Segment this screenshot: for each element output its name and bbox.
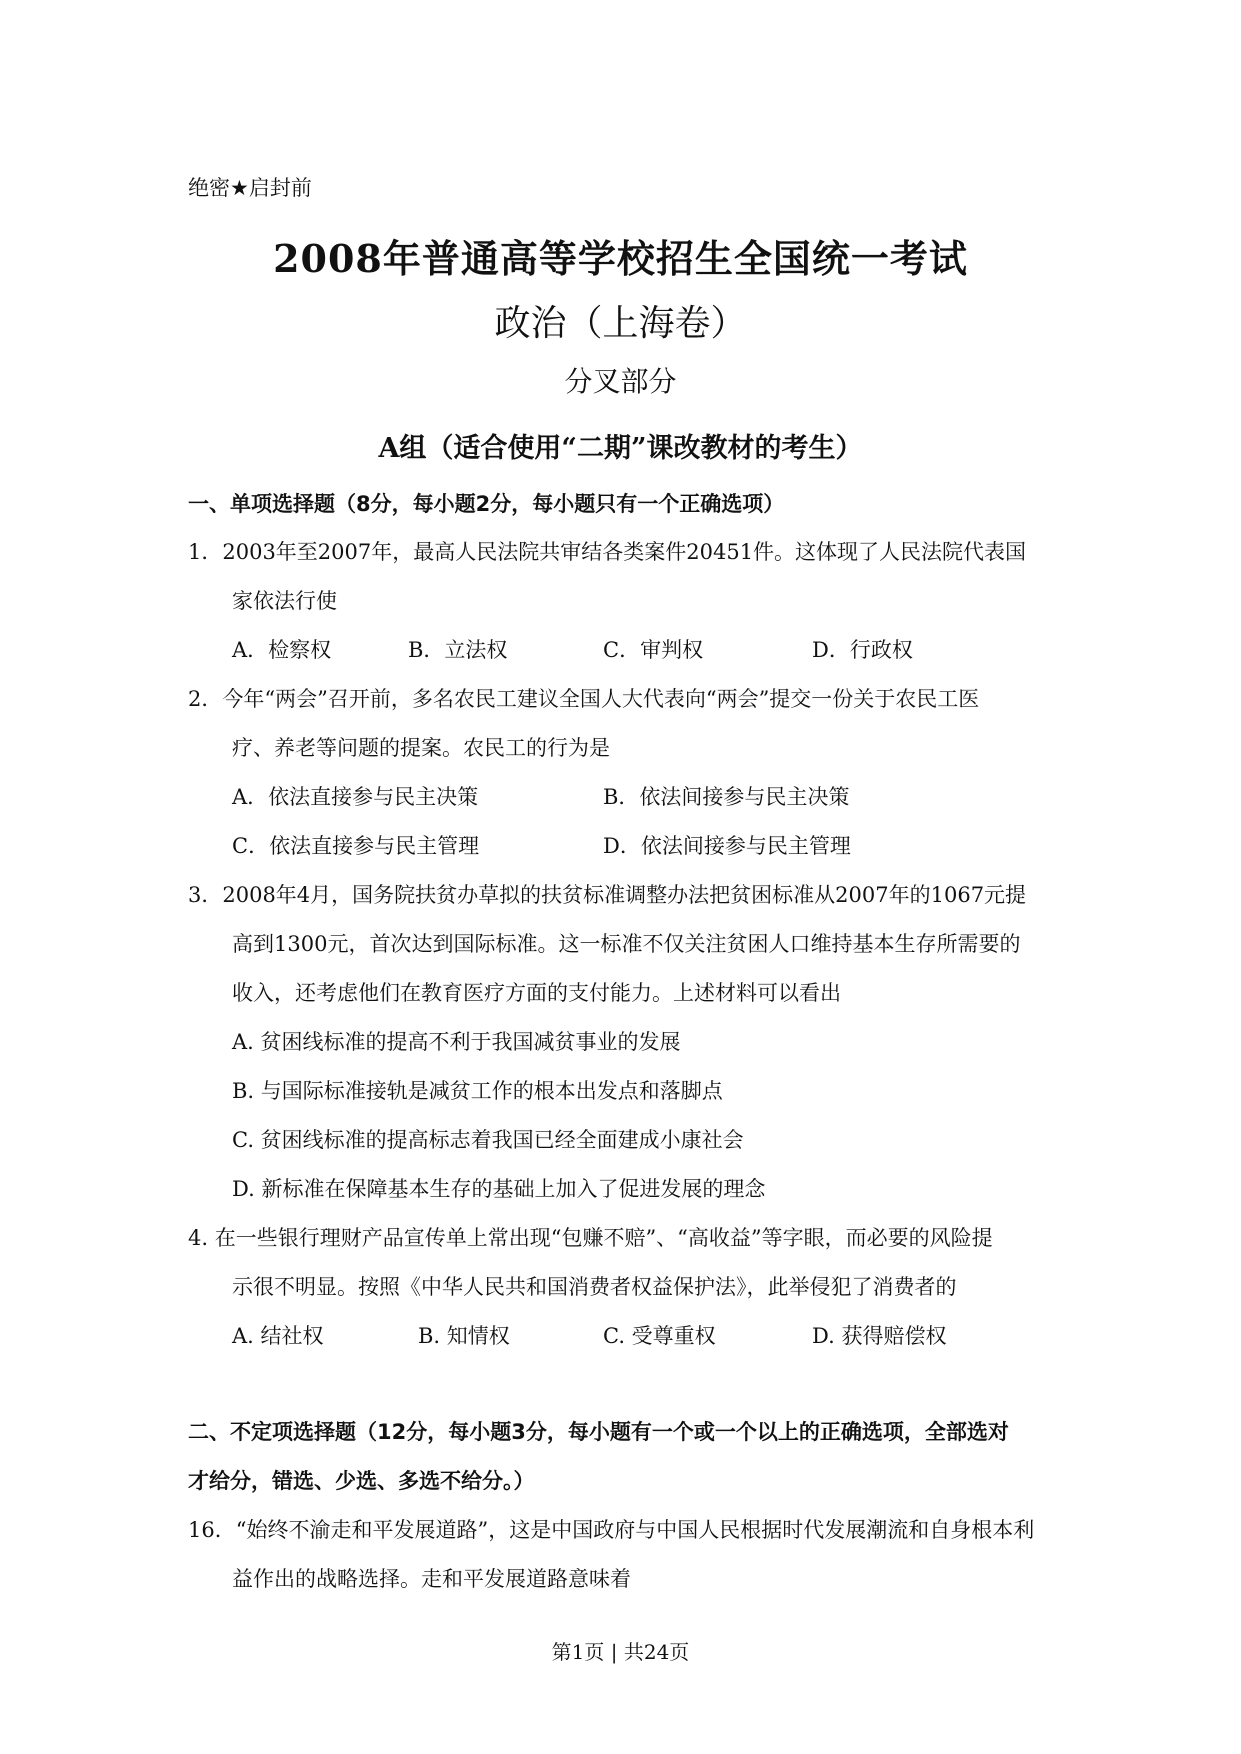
exam-subtitle: 政治（上海卷） <box>494 303 747 344</box>
q3-line-3: 收入，还考虑他们在教育医疗方面的支付能力。上述材料可以看出 <box>232 981 841 1005</box>
q16-line-1: 16．“始终不渝走和平发展道路”，这是中国政府与中国人民根据时代发展潮流和自身根本利 <box>188 1518 1035 1542</box>
q2-option-a: A．依法直接参与民主决策 <box>232 785 479 809</box>
q4-option-a: A. 结社权 <box>232 1324 324 1348</box>
q3-option-b: B. 与国际标准接轨是减贫工作的根本出发点和落脚点 <box>232 1079 723 1103</box>
q1-line-2: 家依法行使 <box>232 589 337 613</box>
section1-heading: 一、单项选择题（8分，每小题2分，每小题只有一个正确选项） <box>188 492 785 516</box>
q1-option-d: D．行政权 <box>812 638 913 662</box>
section2-heading-line-1: 二、不定项选择题（12分，每小题3分，每小题有一个或一个以上的正确选项，全部选对 <box>188 1420 1009 1444</box>
part-heading: 分叉部分 <box>564 365 677 398</box>
q2-option-c: C．依法直接参与民主管理 <box>232 834 480 858</box>
q2-line-2: 疗、养老等问题的提案。农民工的行为是 <box>232 736 610 760</box>
q1-option-b: B．立法权 <box>408 638 508 662</box>
q4-option-c: C. 受尊重权 <box>603 1324 716 1348</box>
q4-line-2: 示很不明显。按照《中华人民共和国消费者权益保护法》，此举侵犯了消费者的 <box>232 1275 957 1299</box>
page-number: 第1页 | 共24页 <box>551 1640 690 1664</box>
q3-option-c: C. 贫困线标准的提高标志着我国已经全面建成小康社会 <box>232 1128 744 1152</box>
exam-title: 2008年普通高等学校招生全国统一考试 <box>273 236 968 281</box>
section2-heading-line-2: 才给分，错选、少选、多选不给分。） <box>188 1469 535 1493</box>
q16-line-2: 益作出的战略选择。走和平发展道路意味着 <box>232 1567 631 1591</box>
q4-option-b: B. 知情权 <box>418 1324 510 1348</box>
q3-line-1: 3．2008年4月，国务院扶贫办草拟的扶贫标准调整办法把贫困标准从2007年的1067元提 <box>188 883 1027 907</box>
q1-option-c: C．审判权 <box>603 638 704 662</box>
q4-option-d: D. 获得赔偿权 <box>812 1324 947 1348</box>
q2-line-1: 2．今年“两会”召开前，多名农民工建议全国人大代表向“两会”提交一份关于农民工医 <box>188 687 980 711</box>
q1-option-a: A．检察权 <box>232 638 332 662</box>
q3-option-d: D. 新标准在保障基本生存的基础上加入了促进发展的理念 <box>232 1177 766 1201</box>
q2-option-d: D．依法间接参与民主管理 <box>603 834 851 858</box>
q2-option-b: B．依法间接参与民主决策 <box>603 785 850 809</box>
q3-option-a: A. 贫困线标准的提高不利于我国减贫事业的发展 <box>232 1030 681 1054</box>
confidential-label: 绝密★启封前 <box>188 176 312 200</box>
q3-line-2: 高到1300元，首次达到国际标准。这一标准不仅关注贫困人口维持基本生存所需要的 <box>232 932 1021 956</box>
group-heading: A组（适合使用“二期”课改教材的考生） <box>378 433 863 464</box>
q1-line-1: 1．2003年至2007年，最高人民法院共审结各类案件20451件。这体现了人民法院代表国 <box>188 540 1027 564</box>
q4-line-1: 4. 在一些银行理财产品宣传单上常出现“包赚不赔”、“高收益”等字眼，而必要的风险提 <box>188 1226 993 1250</box>
